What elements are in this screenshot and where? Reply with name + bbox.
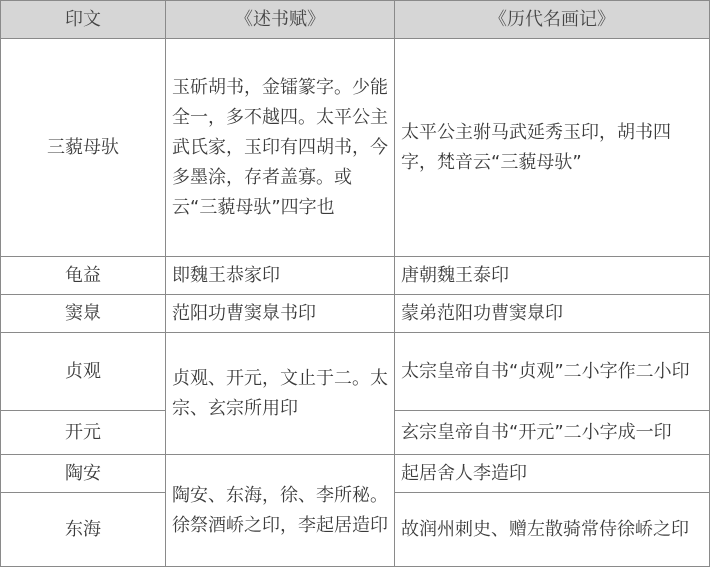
table-row xyxy=(1,39,710,257)
lidai-cell: 太平公主驸马武延秀玉印，胡书四字，梵音云“三藐母驮” xyxy=(395,39,710,257)
lidai-cell: 玄宗皇帝自书“开元”二小字成一印 xyxy=(395,411,710,455)
seal-name-cell: 贞观 xyxy=(1,333,166,411)
shushufu-cell: 陶安、东海，徐、李所秘。徐祭酒峤之印，李起居造印 xyxy=(166,455,395,567)
lidai-cell: 唐朝魏王泰印 xyxy=(395,257,710,295)
header-shushufu: 《述书赋》 xyxy=(166,1,395,39)
shushufu-cell: 玉斫胡书，金镭篆字。少能全一，多不越四。太平公主武氏家，玉印有四胡书，今多墨涂，存者盖寡。或云“三藐母驮”四字也 xyxy=(166,39,395,257)
lidai-cell: 故润州刺史、赠左散骑常侍徐峤之印 xyxy=(395,493,710,567)
seal-name-cell: 窦臮 xyxy=(1,295,166,333)
seal-name-cell: 开元 xyxy=(1,411,166,455)
header-row xyxy=(1,1,710,39)
lidai-cell: 起居舍人李造印 xyxy=(395,455,710,493)
lidai-cell: 蒙弟范阳功曹窦臮印 xyxy=(395,295,710,333)
lidai-cell: 太宗皇帝自书“贞观”二小字作二小印 xyxy=(395,333,710,411)
shushufu-cell: 范阳功曹窦臮书印 xyxy=(166,295,395,333)
header-seal-text: 印文 xyxy=(1,1,166,39)
shushufu-cell: 贞观、开元，文止于二。太宗、玄宗所用印 xyxy=(166,333,395,455)
shushufu-cell: 即魏王恭家印 xyxy=(166,257,395,295)
table-row xyxy=(1,333,710,411)
seal-name-cell: 龟益 xyxy=(1,257,166,295)
table-row xyxy=(1,257,710,295)
seal-name-cell: 三藐母驮 xyxy=(1,39,166,257)
seal-name-cell: 东海 xyxy=(1,493,166,567)
header-lidai-minghuaji: 《历代名画记》 xyxy=(395,1,710,39)
seal-name-cell: 陶安 xyxy=(1,455,166,493)
table-row xyxy=(1,295,710,333)
table-row xyxy=(1,455,710,493)
